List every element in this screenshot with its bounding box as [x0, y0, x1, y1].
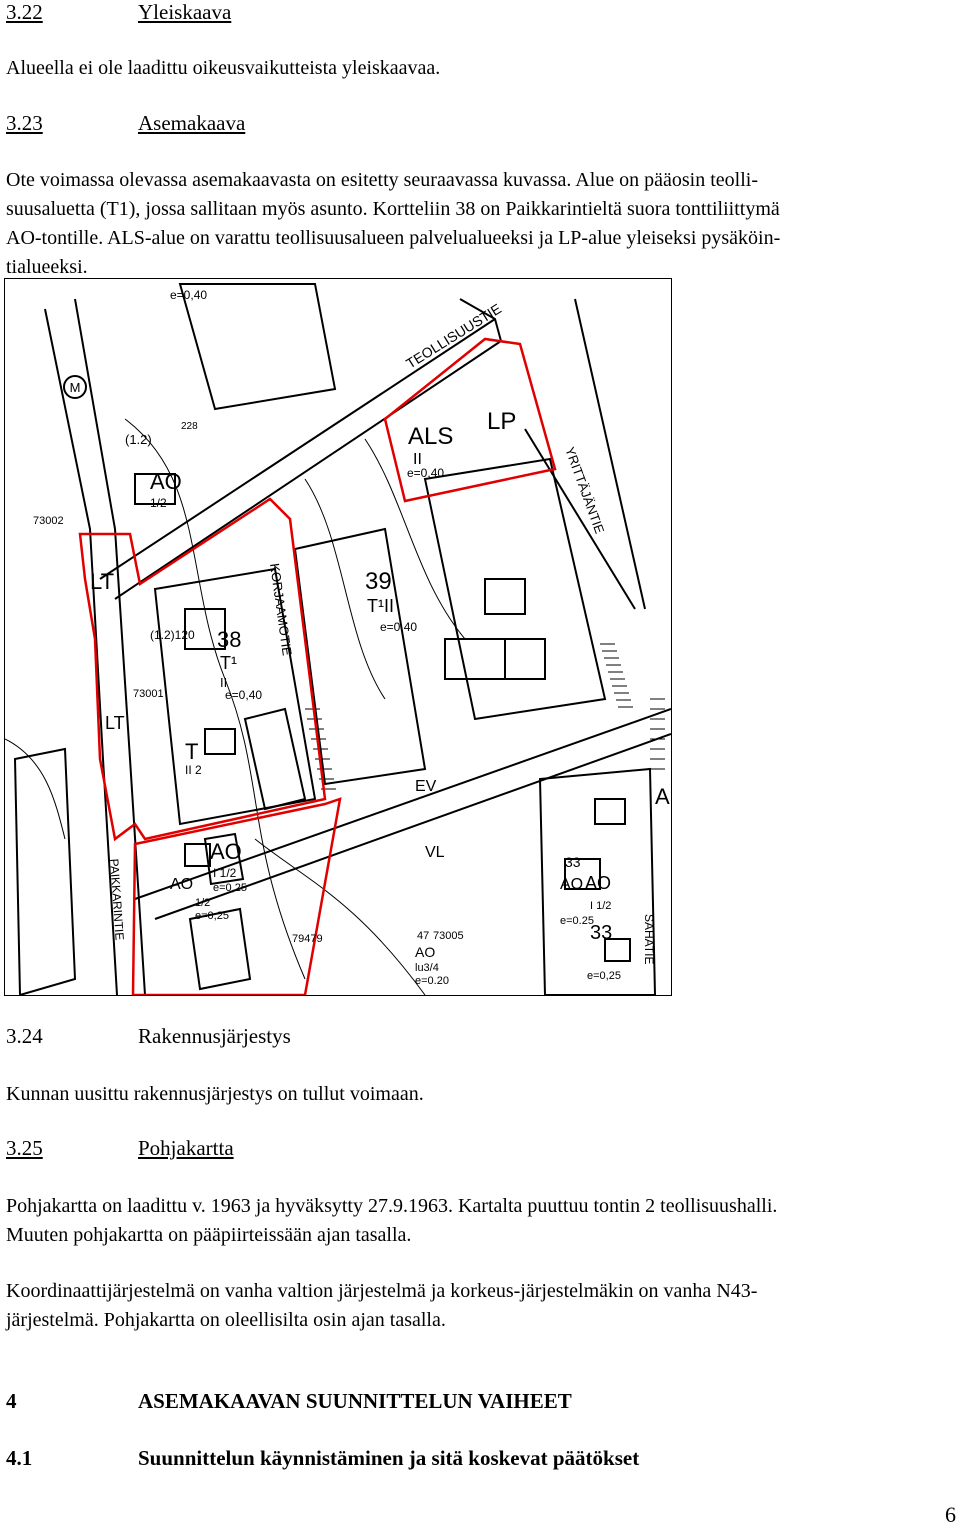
zone-label-t38: T¹ [220, 653, 237, 673]
zoning-map [4, 278, 672, 996]
label-e-top: e=0,40 [170, 288, 208, 302]
label-120: (1.2)120 [150, 628, 195, 642]
zone-label-e-025b: e=0,25 [587, 970, 621, 982]
zone-label-als-sub: II [413, 451, 422, 468]
road-label-yrittajantie: YRITTÄJÄNTIE [562, 444, 608, 536]
para-3-25-p2-line2: järjestelmä. Pohjakartta on oleellisilta osin ajan tasalla. [6, 1309, 446, 1331]
m-badge-icon [64, 376, 86, 398]
zone-label-ao-33: AO [560, 876, 584, 893]
label-12: (1.2) [125, 432, 152, 447]
page-number: 6 [945, 1502, 956, 1527]
zone-label-t-bottom: T [185, 739, 199, 764]
zone-label-lt-top: LT [90, 569, 115, 594]
zone-label-ao-small-sub: 1/2 [195, 897, 211, 909]
para-3-25-p1-line1: Pohjakartta on laadittu v. 1963 ja hyväksytty 27.9.1963. Kartalta puuttuu tontin 2 teollisuushalli. [6, 1195, 778, 1217]
para-3-23-line1: Ote voimassa olevassa asemakaavasta on esitetty seuraavassa kuvassa. Alue on pääosin teolli- [6, 169, 758, 191]
heading-4-1: 4.1 Suunnittelun käynnistäminen ja sitä koskevat päätökset [6, 1446, 640, 1470]
zone-label-vl: VL [425, 844, 445, 861]
label-228: 228 [181, 421, 198, 432]
zone-label-ao-33b: AO [585, 873, 612, 893]
zone-label-lp: LP [487, 408, 517, 435]
heading-3-22: 3.22 Yleiskaava [6, 0, 232, 24]
para-3-23-line2: suusaluetta (T1), jossa sallitaan myös asunto. Kortteliin 38 on Paikkarintieltä suora tonttiliittymä [6, 198, 780, 220]
zone-label-t-bottom-sub: II 2 [185, 763, 202, 777]
zone-label-ao-47-e: e=0.20 [415, 975, 449, 987]
parcel-73002: 73002 [33, 515, 64, 527]
parcel-73001: 73001 [133, 688, 164, 700]
road-label-paikkarintie: PAIKKARINTIE [107, 858, 127, 941]
para-3-25-p2-line1: Koordinaattijärjestelmä on vanha valtion järjestelmä ja korkeus-järjestelmäkin on vanha N43- [6, 1280, 758, 1302]
block-number-33b: 33 [590, 922, 613, 944]
heading-3-25: 3.25 Pohjakartta [6, 1136, 234, 1160]
zone-label-ao-47-sub: lu3/4 [415, 962, 439, 974]
road-label-teollisuustie: TEOLLISUUSTIE [403, 300, 504, 372]
parcel-79479: 79479 [292, 933, 323, 945]
zone-label-ao-bottom-e: e=0,25 [213, 882, 247, 894]
para-3-22: Alueella ei ole laadittu oikeusvaikutteista yleiskaavaa. [6, 57, 441, 79]
zone-label-als: ALS [408, 423, 454, 450]
para-3-23-line4: tialueeksi. [6, 256, 88, 278]
para-3-24: Kunnan uusittu rakennusjärjestys on tullut voimaan. [6, 1083, 424, 1105]
zone-label-ao-33-e: e=0.25 [560, 915, 594, 927]
zone-label-als-e: e=0,40 [407, 466, 445, 480]
zone-label-lt-mid: LT [105, 713, 125, 733]
para-3-25-p1-line2: Muuten pohjakartta on pääpiirteissään ajan tasalla. [6, 1224, 412, 1246]
block-number-38: 38 [217, 627, 242, 652]
zone-label-ao-47: AO [415, 944, 436, 960]
zone-label-ao-33-sub: I 1/2 [590, 900, 612, 912]
road-label-sahatie: SAHATIE [642, 914, 656, 965]
zone-label-t38b: II [220, 675, 228, 690]
zone-label-t39: T¹II [367, 596, 394, 616]
parcel-73005: 73005 [433, 930, 464, 942]
zone-label-ao-top-sub: 1/2 [150, 496, 167, 510]
zone-label-ao-bottom: AO [210, 839, 242, 864]
zone-label-ao-small-e: e=0,25 [195, 910, 229, 922]
zone-label-a: A [655, 784, 670, 809]
svg-text:M: M [69, 380, 81, 395]
zoning-map-drawing [5, 279, 671, 995]
road-label-korjaamotie: KORJAAMOTIE [267, 562, 295, 657]
block-number-47: 47 [417, 930, 430, 942]
zone-label-e38: e=0,40 [225, 688, 263, 702]
para-3-23-line3: AO-tontille. ALS-alue on varattu teollisuusalueen palvelualueeksi ja LP-alue yleiseksi pysäköin- [6, 227, 781, 249]
heading-3-23: 3.23 Asemakaava [6, 111, 246, 135]
heading-3-24: 3.24 Rakennusjärjestys [6, 1024, 291, 1048]
heading-4: 4 ASEMAKAAVAN SUUNNITTELUN VAIHEET [6, 1389, 572, 1413]
block-number-33: 33 [565, 854, 581, 870]
block-number-39: 39 [365, 568, 392, 595]
zone-label-ao-bottom-sub: I 1/2 [213, 866, 237, 880]
zone-label-e39: e=0.40 [380, 620, 418, 634]
zone-label-ao-small: AO [170, 876, 194, 893]
zone-label-ev: EV [415, 778, 437, 795]
zone-label-ao-top: AO [150, 469, 182, 494]
